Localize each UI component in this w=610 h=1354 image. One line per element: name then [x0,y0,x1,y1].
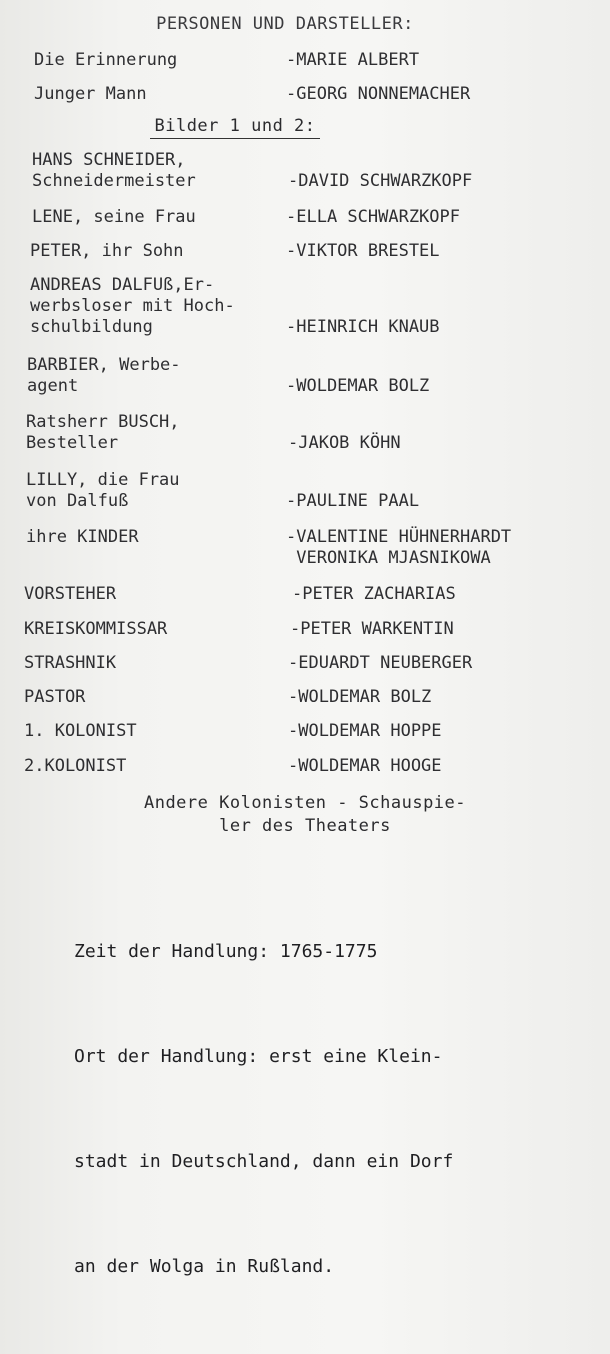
setting-line-time: Zeit der Handlung: 1765-1775 [74,941,378,962]
cast-role: BARBIER, Werbe- agent [27,355,181,396]
intro-cast-role: Junger Mann [34,84,147,104]
cast-actor: -PETER ZACHARIAS [292,584,456,604]
cast-role: 1. KOLONIST [24,721,137,741]
cast-actor: -DAVID SCHWARZKOPF [288,171,473,191]
cast-role: ANDREAS DALFUß,Er- werbsloser mit Hoch- schulbildung [30,275,235,337]
cast-role: 2.KOLONIST [24,756,127,776]
page-title: PERSONEN UND DARSTELLER: [156,14,414,34]
setting-line-place-1: Ort der Handlung: erst eine Klein- [74,1046,443,1067]
cast-actor: -EDUARDT NEUBERGER [288,653,473,673]
cast-role: PETER, ihr Sohn [30,241,184,261]
cast-actor: -VIKTOR BRESTEL [286,241,440,261]
section-heading [0,116,470,136]
cast-actor: -WOLDEMAR BOLZ [286,376,430,396]
other-colonists-line: Andere Kolonisten - Schauspie- ler des Theaters [143,793,467,836]
setting-line-place-2: stadt in Deutschland, dann ein Dorf [74,1151,454,1172]
cast-role: KREISKOMMISSAR [24,619,168,639]
setting-line-place-3: an der Wolga in Rußland. [74,1256,335,1277]
cast-actor: -HEINRICH KNAUB [286,317,440,337]
cast-actor: -WOLDEMAR HOOGE [288,756,442,776]
intro-cast-actor: -GEORG NONNEMACHER [286,84,471,104]
cast-actor: -PETER WARKENTIN [290,619,454,639]
setting-block [74,864,594,1354]
other-colonists-note [0,792,610,838]
cast-actor: -WOLDEMAR HOPPE [288,721,442,741]
cast-actor: -PAULINE PAAL [286,491,420,511]
cast-role: ihre KINDER [26,527,139,547]
cast-role: Ratsherr BUSCH, Besteller [26,412,180,453]
cast-actor: -JAKOB KÖHN [288,433,401,453]
cast-role: HANS SCHNEIDER, Schneidermeister [32,150,196,191]
intro-cast-role: Die Erinnerung [34,50,178,70]
cast-actor: -VALENTINE HÜHNERHARDT VERONIKA MJASNIKOWA [286,527,512,568]
cast-role: LILLY, die Frau von Dalfuß [26,470,180,511]
intro-cast-actor: -MARIE ALBERT [286,50,420,70]
section-heading-text: Bilder 1 und 2: [150,116,319,139]
cast-actor: -ELLA SCHWARZKOPF [286,207,460,227]
cast-actor: -WOLDEMAR BOLZ [288,687,432,707]
cast-role: STRASHNIK [24,653,117,673]
cast-role: PASTOR [24,687,86,707]
cast-role: VORSTEHER [24,584,117,604]
cast-role: LENE, seine Frau [32,207,196,227]
